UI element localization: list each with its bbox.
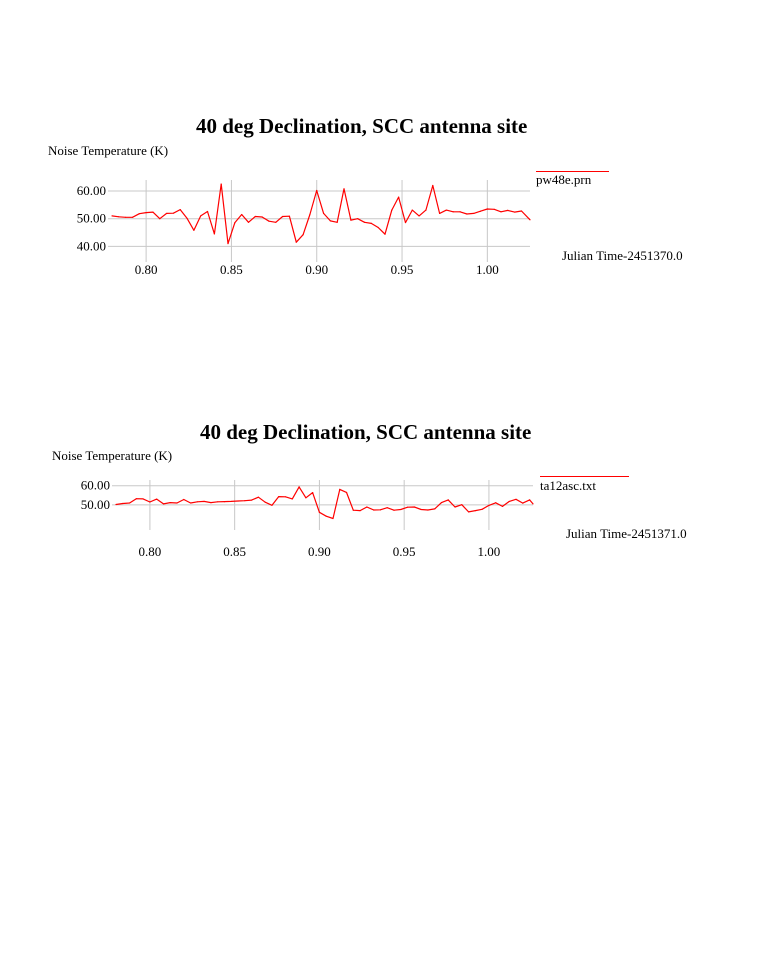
data-point <box>393 510 394 511</box>
y-axis-label: Noise Temperature (K) <box>48 143 169 158</box>
data-point <box>509 501 510 502</box>
data-point <box>132 217 133 218</box>
data-point <box>405 222 406 223</box>
data-point <box>170 502 171 503</box>
data-point <box>231 501 232 502</box>
data-point <box>197 501 198 502</box>
x-tick-label: 1.00 <box>477 544 501 559</box>
data-point <box>312 492 313 493</box>
data-point <box>268 221 269 222</box>
data-point <box>149 501 150 502</box>
y-axis-label: Noise Temperature (K) <box>52 448 173 463</box>
x-tick-label: 0.90 <box>305 262 329 277</box>
chart-1 <box>0 110 757 277</box>
data-point <box>146 212 147 213</box>
y-tick-label: 60.00 <box>76 183 106 199</box>
plot-area <box>0 110 757 277</box>
data-point <box>515 499 516 500</box>
series-line <box>116 487 533 519</box>
data-point <box>217 501 218 502</box>
data-point <box>380 509 381 510</box>
data-point <box>391 210 392 211</box>
data-point <box>326 516 327 517</box>
chart-2 <box>0 418 757 558</box>
data-point <box>332 518 333 519</box>
x-tick-label: 0.85 <box>220 262 243 277</box>
data-point <box>407 507 408 508</box>
data-point <box>262 216 263 217</box>
data-point <box>330 220 331 221</box>
data-point <box>237 500 238 501</box>
data-point <box>125 217 126 218</box>
data-point <box>176 502 177 503</box>
data-point <box>316 190 317 191</box>
data-point <box>173 213 174 214</box>
data-point <box>163 503 164 504</box>
data-point <box>207 211 208 212</box>
y-tick-label: 60.00 <box>80 477 110 493</box>
data-point <box>446 210 447 211</box>
data-point <box>453 211 454 212</box>
data-point <box>156 499 157 500</box>
data-point <box>129 502 130 503</box>
data-point <box>494 209 495 210</box>
data-point <box>359 510 360 511</box>
data-point <box>353 510 354 511</box>
data-point <box>139 213 140 214</box>
data-point <box>398 197 399 198</box>
x-tick-label: 0.90 <box>308 544 331 559</box>
data-point <box>532 503 533 504</box>
data-point <box>265 502 266 503</box>
data-point <box>529 499 530 500</box>
data-point <box>323 213 324 214</box>
data-point <box>419 215 420 216</box>
data-point <box>210 502 211 503</box>
data-point <box>488 505 489 506</box>
data-point <box>183 499 184 500</box>
data-point <box>143 498 144 499</box>
data-point <box>204 501 205 502</box>
y-tick-label: 50.00 <box>76 210 106 226</box>
data-point <box>296 242 297 243</box>
data-point <box>371 223 372 224</box>
data-point <box>285 496 286 497</box>
data-point <box>258 497 259 498</box>
data-point <box>251 499 252 500</box>
data-point <box>289 216 290 217</box>
data-point <box>412 210 413 211</box>
data-point <box>282 216 283 217</box>
data-point <box>468 511 469 512</box>
data-point <box>248 222 249 223</box>
chart-title: 40 deg Declination, SCC antenna site <box>196 114 528 138</box>
data-point <box>378 227 379 228</box>
y-tick-label: 50.00 <box>80 496 110 512</box>
data-point <box>309 214 310 215</box>
data-point <box>136 498 137 499</box>
data-point <box>439 213 440 214</box>
data-point <box>122 503 123 504</box>
data-point <box>271 505 272 506</box>
legend-entry: ta12asc.txt <box>540 478 596 493</box>
data-point <box>522 503 523 504</box>
data-point <box>502 506 503 507</box>
data-point <box>111 215 112 216</box>
x-tick-label: 0.80 <box>134 262 158 277</box>
x-tick-label: 0.95 <box>392 544 416 559</box>
data-point <box>350 219 351 220</box>
data-point <box>461 504 462 505</box>
data-point <box>305 497 306 498</box>
data-point <box>319 512 320 513</box>
x-axis-label: Julian Time-2451371.0 <box>566 526 687 541</box>
data-point <box>255 216 256 217</box>
data-point <box>473 213 474 214</box>
data-point <box>180 209 181 210</box>
data-point <box>459 211 460 212</box>
data-point <box>278 496 279 497</box>
data-point <box>166 213 167 214</box>
data-point <box>466 213 467 214</box>
data-point <box>364 222 365 223</box>
data-point <box>507 210 508 211</box>
legend-entry: pw48e.prn <box>536 172 592 187</box>
data-point <box>118 216 119 217</box>
data-point <box>302 234 303 235</box>
data-point <box>152 211 153 212</box>
data-point <box>400 509 401 510</box>
data-point <box>200 215 201 216</box>
data-point <box>421 509 422 510</box>
data-point <box>414 506 415 507</box>
data-point <box>529 219 530 220</box>
data-point <box>514 211 515 212</box>
data-point <box>454 506 455 507</box>
data-point <box>425 210 426 211</box>
data-point <box>214 233 215 234</box>
data-point <box>190 502 191 503</box>
data-point <box>500 211 501 212</box>
data-point <box>244 500 245 501</box>
data-point <box>384 234 385 235</box>
x-tick-label: 0.80 <box>138 544 162 559</box>
data-point <box>221 184 222 185</box>
data-point <box>448 499 449 500</box>
data-point <box>441 502 442 503</box>
data-point <box>292 498 293 499</box>
x-tick-label: 0.85 <box>223 544 247 559</box>
data-point <box>482 509 483 510</box>
data-point <box>373 509 374 510</box>
data-point <box>275 222 276 223</box>
data-point <box>480 211 481 212</box>
data-point <box>224 501 225 502</box>
x-tick-label: 0.95 <box>390 262 414 277</box>
x-tick-label: 1.00 <box>475 262 499 277</box>
y-tick-label: 40.00 <box>76 238 106 254</box>
legend-swatch <box>540 476 629 477</box>
data-point <box>339 489 340 490</box>
data-point <box>434 508 435 509</box>
data-point <box>186 218 187 219</box>
data-point <box>495 502 496 503</box>
data-point <box>366 506 367 507</box>
x-axis-label: Julian Time-2451370.0 <box>562 248 683 263</box>
data-point <box>521 210 522 211</box>
data-point <box>343 188 344 189</box>
data-point <box>193 230 194 231</box>
data-point <box>241 214 242 215</box>
data-point <box>487 208 488 209</box>
data-point <box>115 504 116 505</box>
data-point <box>346 492 347 493</box>
data-point <box>298 486 299 487</box>
data-point <box>159 218 160 219</box>
data-point <box>427 509 428 510</box>
data-point <box>234 222 235 223</box>
data-point <box>475 510 476 511</box>
data-point <box>432 185 433 186</box>
data-point <box>387 507 388 508</box>
data-point <box>227 243 228 244</box>
data-point <box>337 222 338 223</box>
data-point <box>357 218 358 219</box>
chart-title: 40 deg Declination, SCC antenna site <box>200 420 532 444</box>
